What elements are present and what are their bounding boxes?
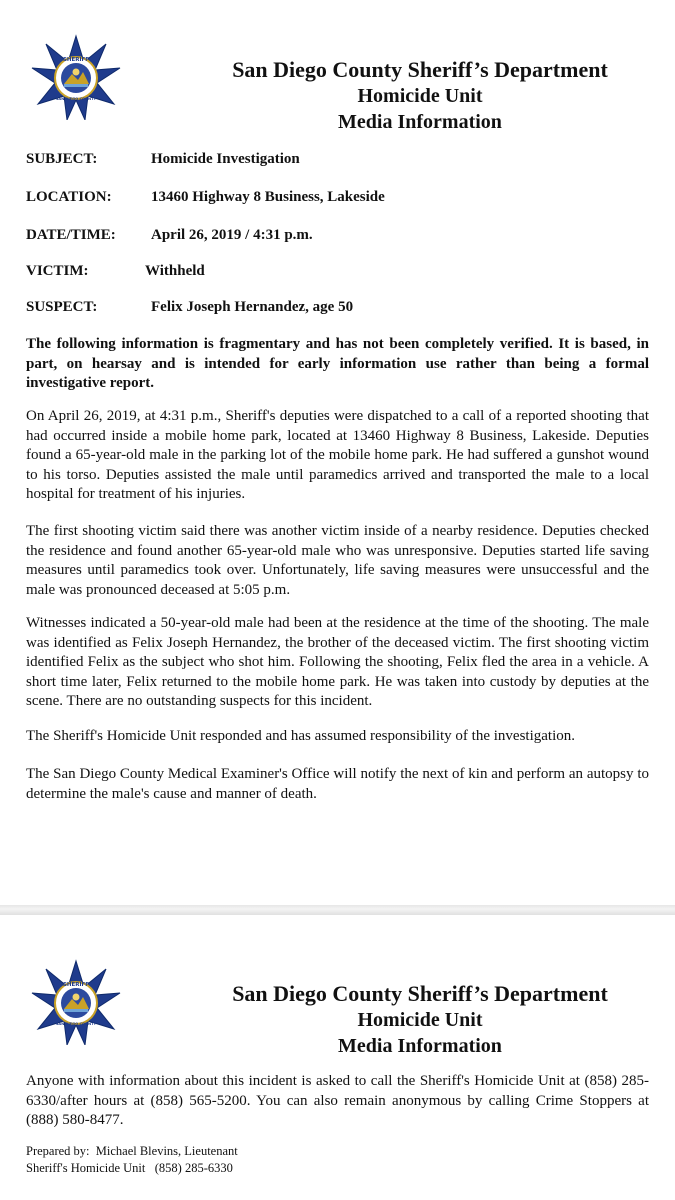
document-page-2 xyxy=(0,915,675,1200)
location-field xyxy=(26,188,385,206)
sheriff-star-badge-icon xyxy=(28,34,124,120)
subject-label: SUBJECT: xyxy=(26,151,98,167)
body-paragraph-4: The Sheriff's Homicide Unit responded and has assumed responsibility of the investigation. xyxy=(26,728,575,744)
department-title: San Diego County Sheriff’s Department xyxy=(232,57,608,82)
document-header xyxy=(140,56,675,135)
victim-label: VICTIM: xyxy=(26,263,89,279)
body-paragraph-1: On April 26, 2019, at 4:31 p.m., Sheriff's deputies were dispatched to a call of a reported shooting that had occurred inside a mobile home park, located at 13460 Highway 8 Business, Lakeside. Deputies found a 65-year-old male in the parking lot of the mobile home park. He had suffered a gunshot wound to his torso. Deputies assisted the male until paramedics arrived and transported the male to a local hospital for treatment of his injuries. xyxy=(26,408,649,502)
svg-text:SHERIFF: SHERIFF xyxy=(62,982,90,988)
suspect-field xyxy=(26,298,354,316)
location-label: LOCATION: xyxy=(26,189,112,205)
document-header xyxy=(140,980,675,1059)
svg-text:SAN DIEGO COUNTY: SAN DIEGO COUNTY xyxy=(55,1022,97,1026)
doc-type-title: Media Information xyxy=(338,1035,502,1057)
suspect-value: Felix Joseph Hernandez, age 50 xyxy=(151,299,354,315)
prepared-by-block xyxy=(26,1143,238,1177)
datetime-label: DATE/TIME: xyxy=(26,227,116,243)
page-separator xyxy=(0,905,675,915)
unit-title: Homicide Unit xyxy=(357,85,483,107)
datetime-field xyxy=(26,226,313,244)
victim-field xyxy=(26,262,205,280)
department-title: San Diego County Sheriff’s Department xyxy=(232,981,608,1006)
contact-paragraph: Anyone with information about this incident is asked to call the Sheriff's Homicide Unit at (858) 285-6330/after hours at (858) 565-5200. You can also remain anonymous by calling Crime Stoppers at (888) 580-8477. xyxy=(26,1073,649,1128)
victim-value: Withheld xyxy=(145,263,205,279)
datetime-value: April 26, 2019 / 4:31 p.m. xyxy=(151,227,313,243)
disclaimer-paragraph: The following information is fragmentary and has not been completely verified. It is based, in part, on hearsay and is intended for early information use rather than being a formal investigative report. xyxy=(26,336,649,391)
subject-value: Homicide Investigation xyxy=(151,151,300,167)
body-paragraph-5: The San Diego County Medical Examiner's Office will notify the next of kin and perform an autopsy to determine the male's cause and manner of death. xyxy=(26,766,649,802)
body-paragraph-2: The first shooting victim said there was another victim inside of a nearby residence. Deputies checked the residence and found another 65-year-old male who was unresponsive. Deputies started life saving measures until paramedics took over. Unfortunately, life saving measures were unsuccessful and the male was pronounced deceased at 5:05 p.m. xyxy=(26,523,649,598)
doc-type-title: Media Information xyxy=(338,111,502,133)
svg-text:SHERIFF: SHERIFF xyxy=(62,57,90,63)
prepared-by-line: Prepared by: Michael Blevins, Lieutenant xyxy=(26,1144,238,1158)
prepared-unit-line: Sheriff's Homicide Unit (858) 285-6330 xyxy=(26,1161,233,1175)
unit-title: Homicide Unit xyxy=(357,1009,483,1031)
suspect-label: SUSPECT: xyxy=(26,299,98,315)
sheriff-star-badge-icon xyxy=(28,959,124,1045)
body-paragraph-3: Witnesses indicated a 50-year-old male had been at the residence at the time of the shooting. The male was identified as Felix Joseph Hernandez, the brother of the deceased victim. The first shooting victim identified Felix as the subject who shot him. Following the shooting, Felix fled the area in a vehicle. A short time later, Felix returned to the mobile home park. He was taken into custody by deputies at the scene. There are no outstanding suspects for this incident. xyxy=(26,615,649,709)
location-value: 13460 Highway 8 Business, Lakeside xyxy=(151,189,385,205)
subject-field xyxy=(26,150,300,168)
svg-text:SAN DIEGO COUNTY: SAN DIEGO COUNTY xyxy=(55,97,97,101)
